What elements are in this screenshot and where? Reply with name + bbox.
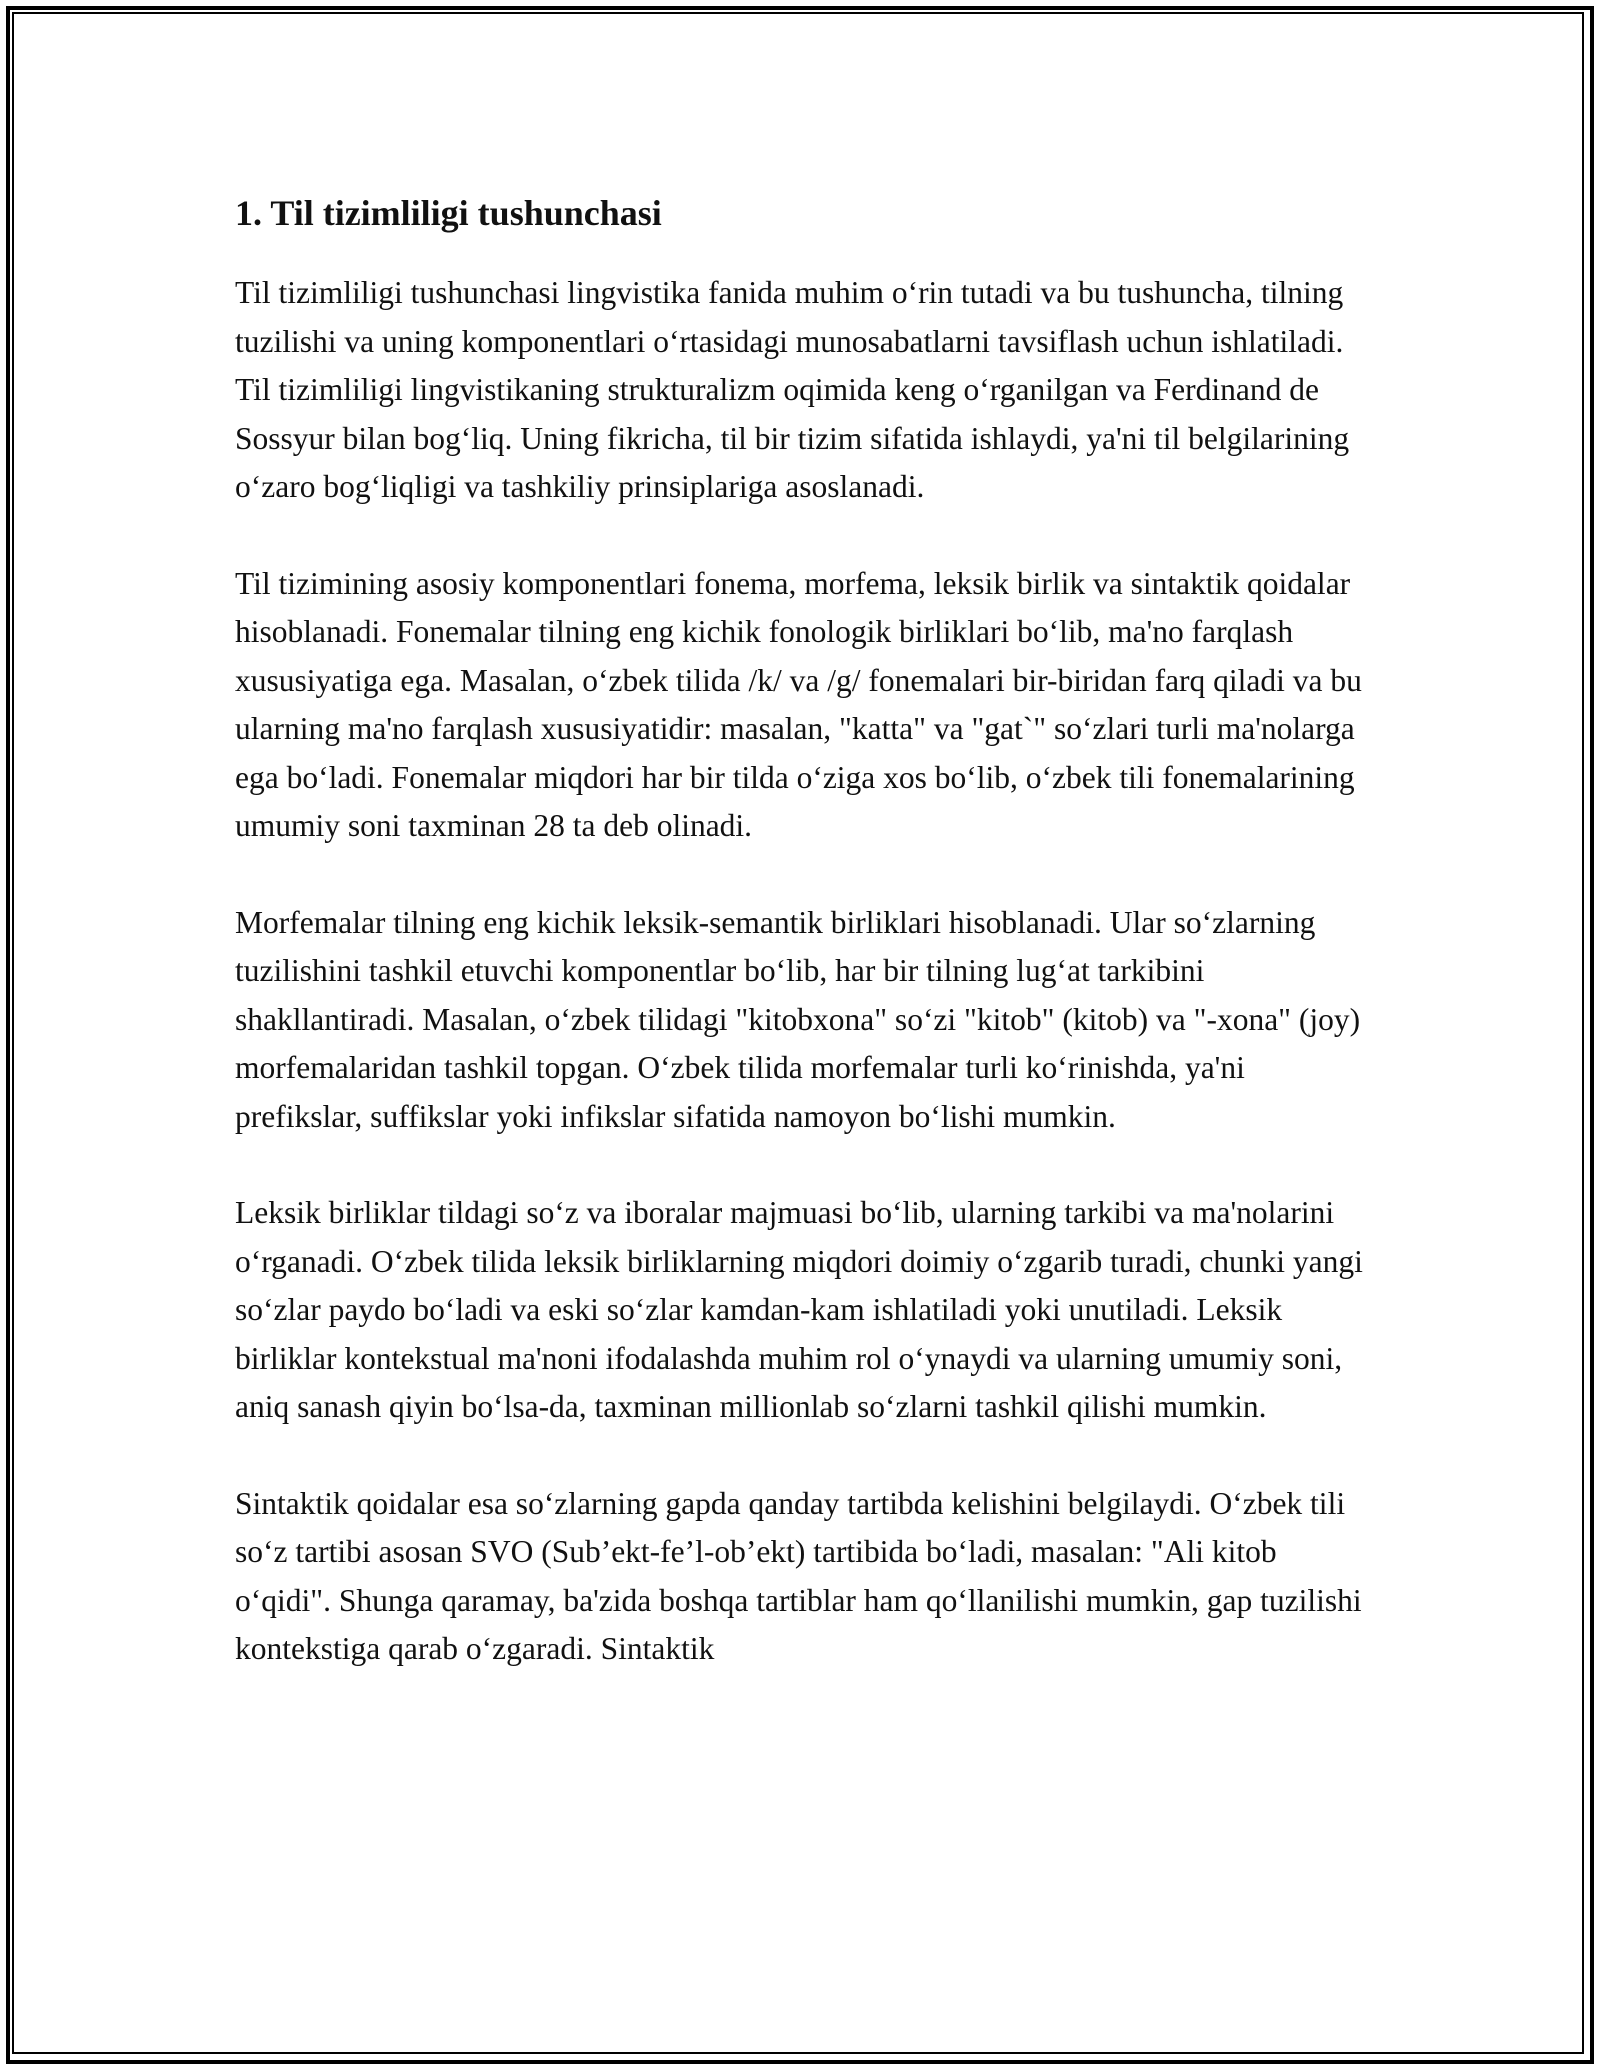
document-body [235, 187, 1375, 1722]
paragraph-morphemes: Morfemalar tilning eng kichik leksik-semantik birliklari hisoblanadi. Ular soʻzlarning tuzilishini tashkil etuvchi komponentlar boʻlib, har bir tilning lugʻat tarkibini shakllantiradi. Masalan, oʻzbek tilidagi "kitobxona" soʻzi "kitob" (kitob) va "-xona" (joy) morfemalaridan tashkil topgan. Oʻzbek tilida morfemalar turli koʻrinishda, ya'ni prefikslar, suffikslar yoki infikslar sifatida namoyon boʻlishi mumkin. [235, 904, 1361, 1134]
paragraph-components-phonemes: Til tizimining asosiy komponentlari fonema, morfema, leksik birlik va sintaktik qoidalar hisoblanadi. Fonemalar tilning eng kichik fonologik birliklari boʻlib, ma'no farqlash xususiyatiga ega. Masalan, oʻzbek tilida /k/ va /g/ fonemalari bir-biridan farq qiladi va bu ularning ma'no farqlash xususiyatidir: masalan, "katta" va "gat`" soʻzlari turli ma'nolarga ega boʻladi. Fonemalar miqdori har bir tilda oʻziga xos boʻlib, oʻzbek tili fonemalarining umumiy soni taxminan 28 ta deb olinadi. [235, 565, 1362, 843]
paragraph-lexical-units: Leksik birliklar tildagi soʻz va iboralar majmuasi boʻlib, ularning tarkibi va ma'nolarini oʻrganadi. Oʻzbek tilida leksik birliklarning miqdori doimiy oʻzgarib turadi, chunki yangi soʻzlar paydo boʻladi va eski soʻzlar kamdan-kam ishlatiladi yoki unutiladi. Leksik birliklar kontekstual ma'noni ifodalashda muhim rol oʻynaydi va ularning umumiy soni, aniq sanash qiyin boʻlsa-da, taxminan millionlab soʻzlarni tashkil qilishi mumkin. [235, 1195, 1363, 1424]
paragraph-syntax-rules: Sintaktik qoidalar esa soʻzlarning gapda qanday tartibda kelishini belgilaydi. Oʻzbek tili soʻz tartibi asosan SVO (Subʼekt-feʼl-obʼekt) tartibida boʻladi, masalan: "Ali kitob oʻqidi". Shunga qaramay, ba'zida boshqa tartiblar ham qoʻllanilishi mumkin, gap tuzilishi kontekstiga qarab oʻzgaradi. Sintaktik [235, 1485, 1362, 1666]
paragraph-system-concept: Til tizimliligi tushunchasi lingvistika fanida muhim oʻrin tutadi va bu tushuncha, tilning tuzilishi va uning komponentlari oʻrtasidagi munosabatlarni tavsiflash uchun ishlatiladi. Til tizimliligi lingvistikaning strukturalizm oqimida keng oʻrganilgan va Ferdinand de Sossyur bilan bogʻliq. Uning fikricha, til bir tizim sifatida ishlaydi, ya'ni til belgilarining oʻzaro bogʻliqligi va tashkiliy prinsiplariga asoslanadi. [235, 275, 1350, 504]
section-heading: 1. Til tizimliligi tushunchasi [235, 193, 662, 233]
